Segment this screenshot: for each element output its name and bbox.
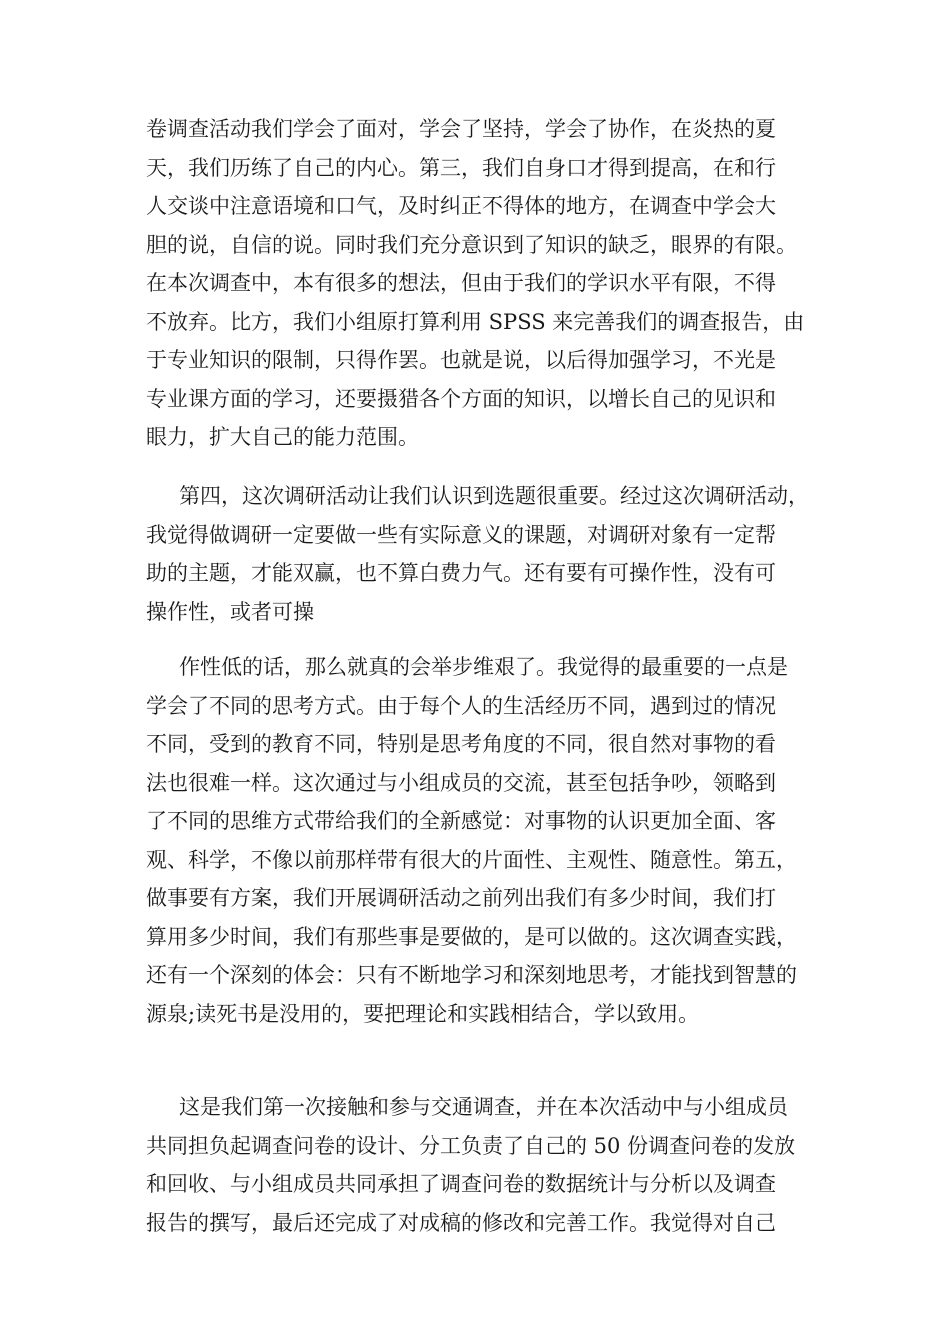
text-line: 这是我们第一次接触和参与交通调查，并在本次活动中与小组成员 (179, 1095, 788, 1119)
text-line: 作性低的话，那么就真的会举步维艰了。我觉得的最重要的一点是 (179, 655, 788, 679)
text-line: 在本次调查中，本有很多的想法，但由于我们的学识水平有限，不得 (146, 271, 776, 295)
text-line: 和回收、与小组成员共同承担了调查问卷的数据统计与分析以及调查 (146, 1172, 776, 1196)
text-line: 学会了不同的思考方式。由于每个人的生活经历不同，遇到过的情况 (146, 693, 776, 718)
text-line: 我觉得做调研一定要做一些有实际意义的课题，对调研对象有一定帮 (146, 522, 776, 547)
text-line: 不放弃。比方，我们小组原打算利用 SPSS 来完善我们的调查报告，由 (146, 309, 805, 334)
text-line: 不同，受到的教育不同，特别是思考角度的不同，很自然对事物的看 (146, 732, 776, 756)
text-line: 胆的说，自信的说。同时我们充分意识到了知识的缺乏，眼界的有限。 (146, 232, 797, 257)
text-line: 人交谈中注意语境和口气，及时纠正不得体的地方，在调查中学会大 (146, 194, 776, 218)
text-line: 观、科学，不像以前那样带有很大的片面性、主观性、随意性。第五， (146, 847, 797, 872)
text-line: 于专业知识的限制，只得作罢。也就是说，以后得加强学习，不光是 (146, 348, 776, 372)
text-line: 法也很难一样。这次通过与小组成员的交流，甚至包括争吵，领略到 (146, 770, 776, 795)
text-line: 算用多少时间，我们有那些事是要做的，是可以做的。这次调查实践， (146, 924, 797, 949)
text-line: 共同担负起调查问卷的设计、分工负责了自己的 50 份调查问卷的发放 (146, 1133, 796, 1158)
paragraph-survey-participation (146, 1088, 816, 1242)
text-line: 卷调查活动我们学会了面对，学会了坚持，学会了协作，在炎热的夏 (146, 117, 776, 141)
paragraph-thinking-methods (146, 648, 816, 1033)
text-line: 还有一个深刻的体会：只有不断地学习和深刻地思考，才能找到智慧的 (146, 963, 797, 987)
text-line: 源泉;读死书是没用的，要把理论和实践相结合，学以致用。 (146, 1001, 700, 1026)
paragraph-topic-selection (146, 477, 816, 631)
text-line: 操作性，或者可操 (146, 599, 314, 624)
text-line: 了不同的思维方式带给我们的全新感觉：对事物的认识更加全面、客 (146, 809, 776, 833)
text-line: 眼力，扩大自己的能力范围。 (146, 425, 419, 449)
paragraph-skills-gained (146, 110, 816, 457)
text-line: 第四，这次调研活动让我们认识到选题很重要。经过这次调研活动， (179, 484, 809, 508)
text-line: 助的主题，才能双赢，也不算白费力气。还有要有可操作性，没有可 (146, 561, 776, 585)
text-line: 天，我们历练了自己的内心。第三，我们自身口才得到提高，在和行 (146, 155, 776, 180)
text-line: 专业课方面的学习，还要摄猎各个方面的知识，以增长自己的见识和 (146, 386, 776, 411)
text-line: 做事要有方案，我们开展调研活动之前列出我们有多少时间，我们打 (146, 886, 776, 910)
text-line: 报告的撰写，最后还完成了对成稿的修改和完善工作。我觉得对自己 (146, 1210, 776, 1235)
